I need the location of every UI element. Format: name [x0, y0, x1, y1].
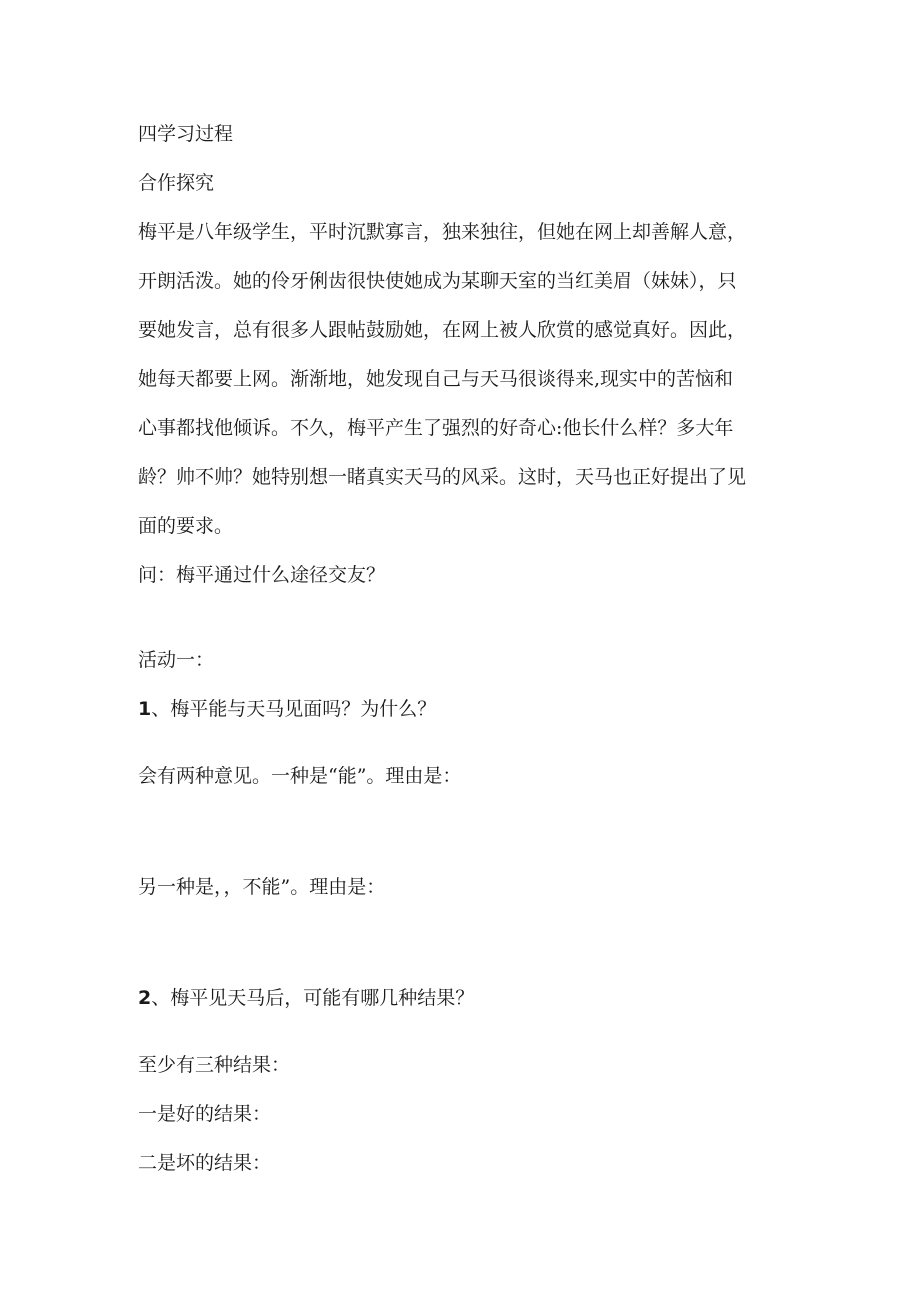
story-line: 心事都找他倾诉。不久，梅平产生了强烈的好奇心:他长什么样？多大年	[138, 417, 734, 439]
question-1-number: 1	[138, 698, 152, 720]
spacer	[138, 600, 788, 636]
result-bad: 二是坏的结果：	[138, 1152, 272, 1174]
story-line: 梅平是八年级学生，平时沉默寡言，独来独往，但她在网上却善解人意，	[138, 221, 747, 243]
spacer	[138, 801, 788, 863]
activity-title: 活动一：	[138, 649, 215, 671]
story-line: 她每天都要上网。渐渐地，她发现自己与天马很谈得来,现实中的苦恼和	[138, 368, 734, 390]
story-line: 开朗活泼。她的伶牙俐齿很快使她成为某聊天室的当红美眉（妹妹），只	[138, 270, 737, 292]
question-1	[138, 685, 788, 734]
results-intro: 至少有三种结果：	[138, 1054, 291, 1076]
result-good: 一是好的结果：	[138, 1103, 272, 1125]
subtitle: 合作探究	[138, 172, 215, 194]
question-1-text: 、梅平能与天马见面吗？为什么？	[151, 698, 437, 720]
document-content	[138, 110, 788, 1188]
question-2	[138, 974, 788, 1023]
spacer	[138, 734, 788, 752]
question: 问：梅平通过什么途径交友？	[138, 564, 386, 586]
spacer	[138, 912, 788, 974]
story-paragraph	[138, 208, 788, 551]
story-line: 要她发言，总有很多人跟帖鼓励她，在网上被人欣赏的感觉真好。因此，	[138, 319, 747, 341]
spacer	[138, 1023, 788, 1041]
story-line: 龄？帅不帅？她特别想一睹真实天马的风采。这时，天马也正好提出了见	[138, 466, 747, 488]
section-title: 四学习过程	[138, 123, 234, 145]
story-line: 面的要求。	[138, 515, 234, 537]
opinion-no: 另一种是，，不能”。理由是：	[138, 876, 386, 898]
question-2-number: 2	[138, 987, 152, 1009]
question-2-text: 、梅平见天马后，可能有哪几种结果？	[151, 987, 475, 1009]
opinion-yes: 会有两种意见。一种是“能”。理由是：	[138, 765, 462, 787]
